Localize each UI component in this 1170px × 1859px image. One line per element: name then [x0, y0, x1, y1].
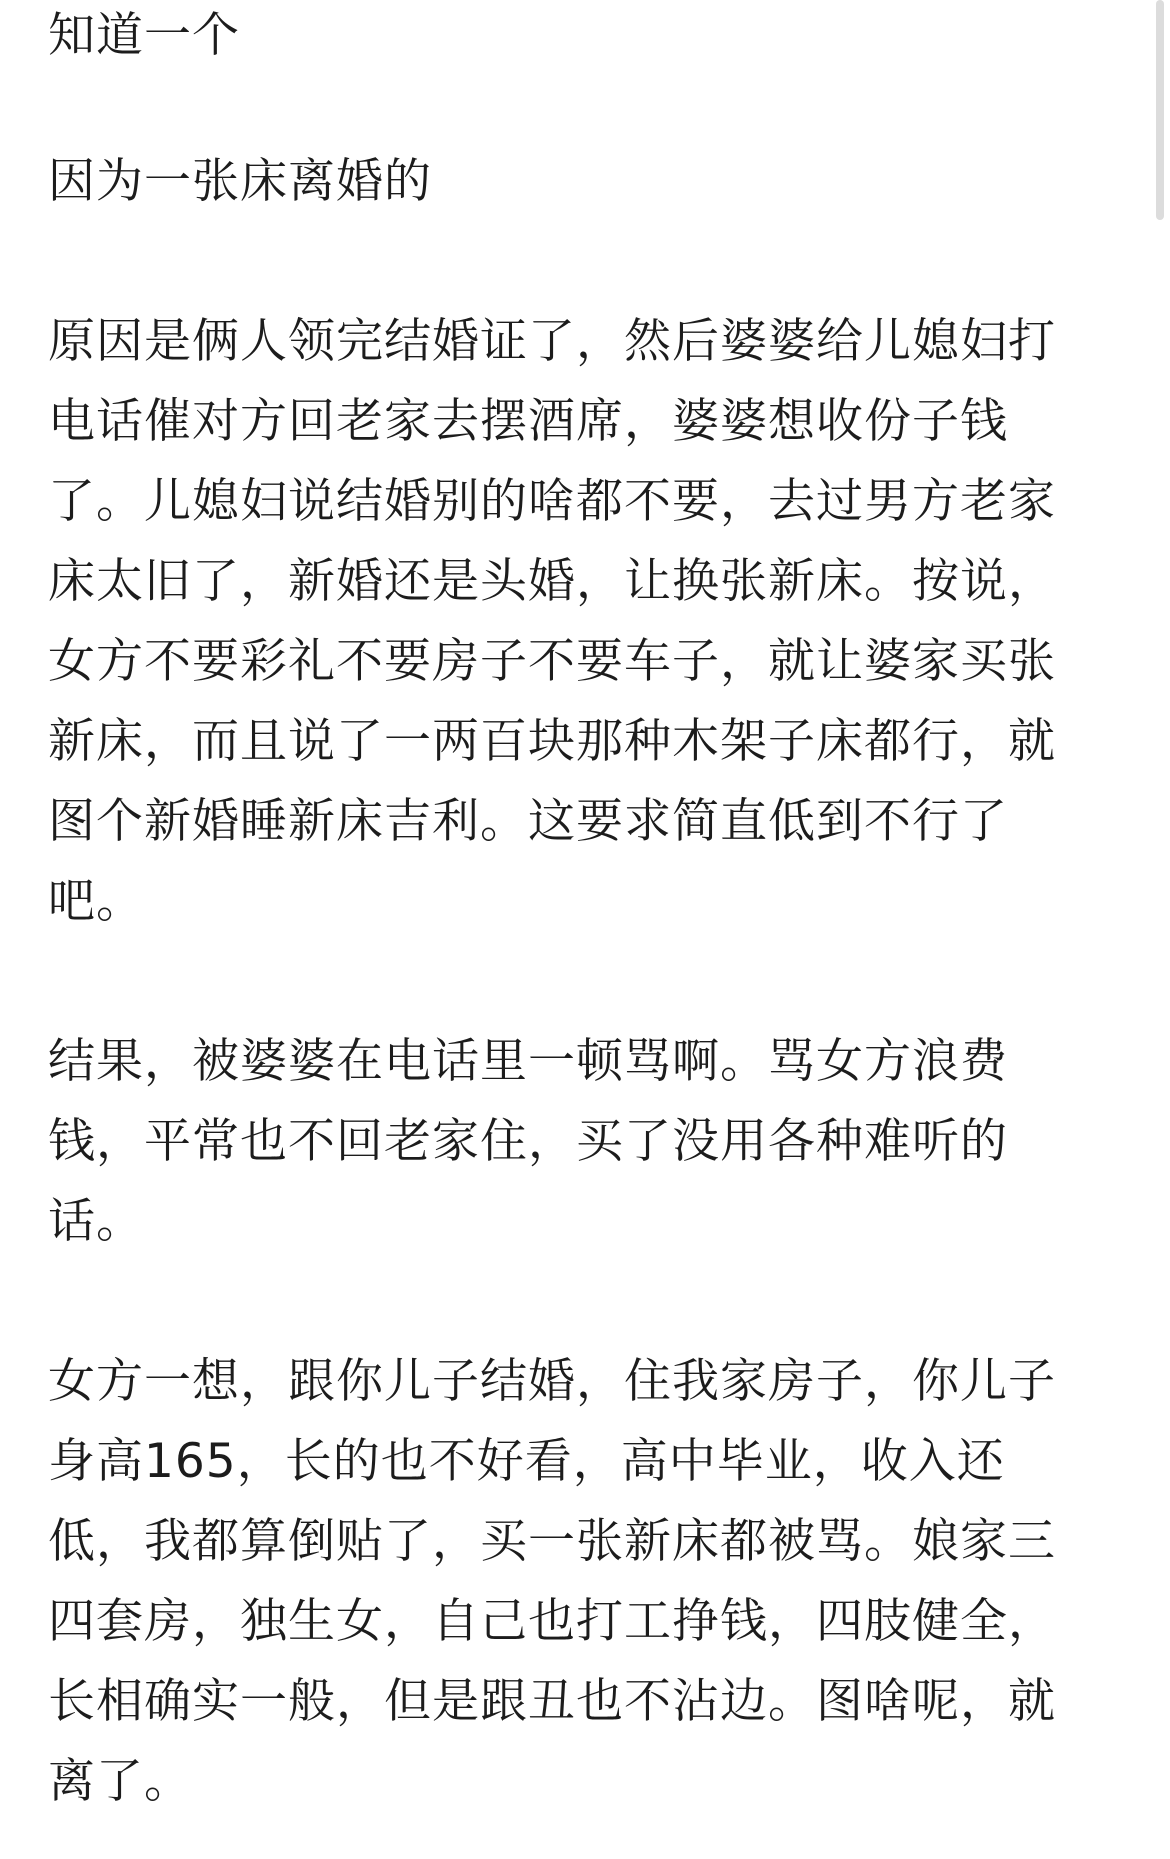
vertical-scrollbar[interactable]	[1146, 0, 1170, 1859]
paragraph-reason: 原因是俩人领完结婚证了，然后婆婆给儿媳妇打 电话催对方回老家去摆酒席，婆婆想收份子钱 了。儿媳妇说结婚别的啥都不要，去过男方老家 床太旧了，新婚还是头婚，让换张新床。按说， 女方不要彩礼不要房子不要车子，就让婆家买张 新床，而且说了一两百块那种木架子床都行，就 图个新婚睡新床吉利。这要求简直低到不行了 吧。	[48, 314, 1056, 929]
paragraph-intro: 知道一个	[48, 8, 240, 63]
paragraph-result: 结果，被婆婆在电话里一顿骂啊。骂女方浪费 钱，平常也不回老家住，买了没用各种难听的 话。	[48, 1034, 1008, 1249]
scrollbar-thumb[interactable]	[1156, 0, 1164, 220]
paragraph-conclusion: 女方一想，跟你儿子结婚，住我家房子，你儿子 身高165，长的也不好看，高中毕业，收入还 低，我都算倒贴了，买一张新床都被骂。娘家三 四套房，独生女，自己也打工挣钱，四肢健全， 长相确实一般，但是跟丑也不沾边。图啥呢，就 离了。	[48, 1354, 1056, 1809]
paragraph-title: 因为一张床离婚的	[48, 154, 432, 209]
article-body	[48, 0, 1108, 1822]
